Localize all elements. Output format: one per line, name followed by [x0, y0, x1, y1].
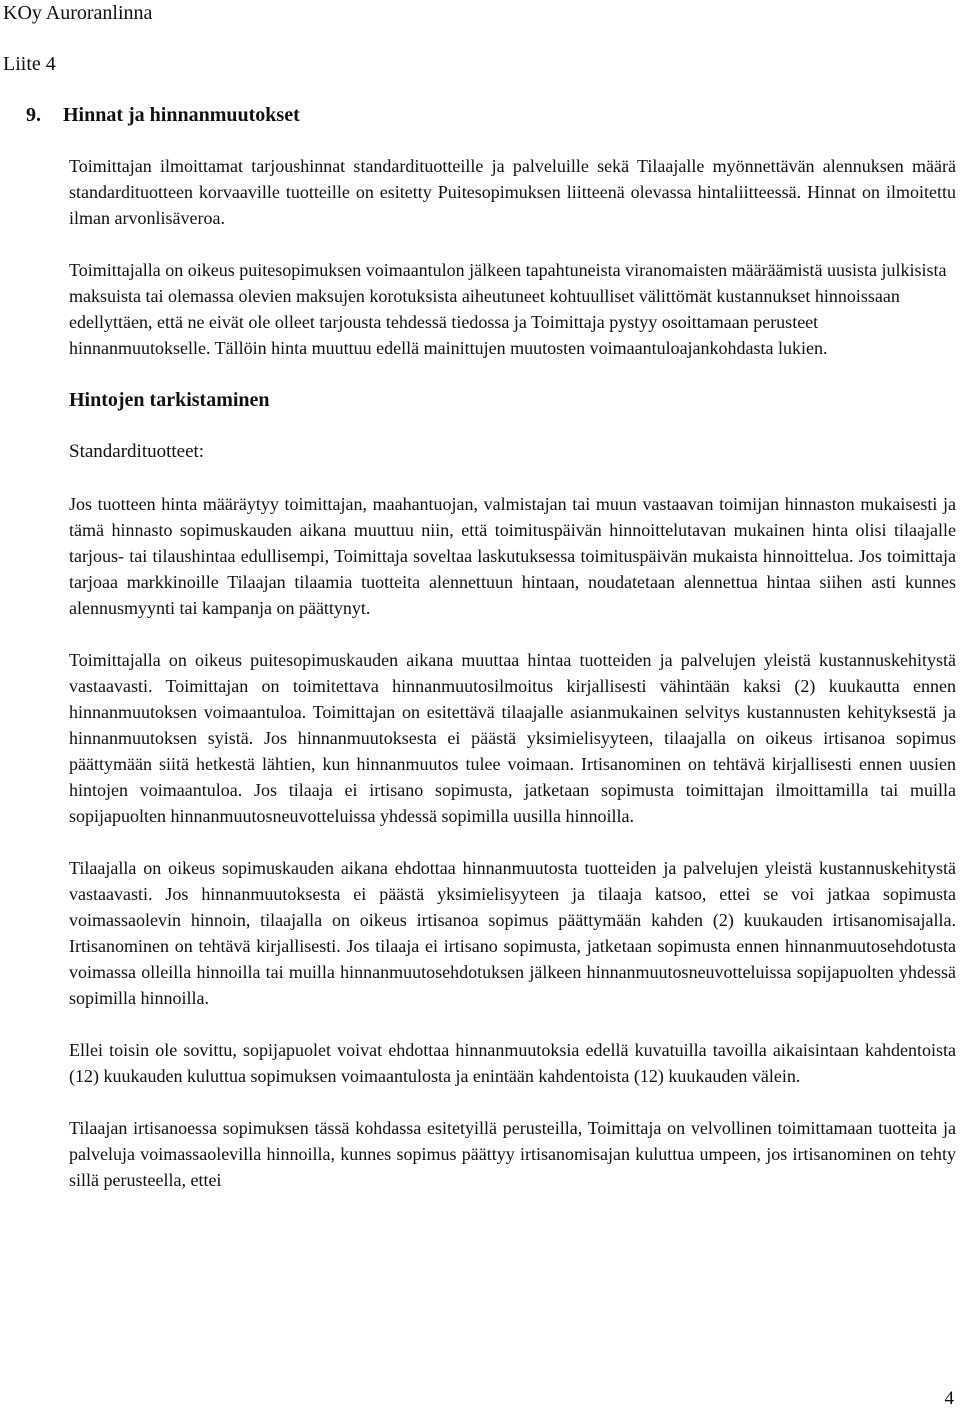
paragraph-prices: Toimittajan ilmoittamat tarjoushinnat standardituotteille ja palveluille sekä Tilaajalle myönnettävän alennuksen määrä standardituotteen korvaaville tuotteille on esitetty Puitesopimuksen liitteenä olevassa hintaliitteessä. Hinnat on ilmoitettu ilman arvonlisäveroa. [69, 156, 956, 228]
section-number: 9. [26, 104, 41, 126]
paragraph-authority-fees: Toimittajalla on oikeus puitesopimuksen voimaantulon jälkeen tapahtuneista viranomaisten määräämistä uusista julkisista maksuista tai olemassa olevien maksujen korotuksista aiheutuneet kohtuulliset välittömät kustannukset hinnoissaan edellyttäen, että ne eivät ole olleet tarjousta tehdessä tiedossa ja Toimittaja pystyy osoittamaan perusteet hinnanmuutokselle. Tällöin hinta muuttuu edellä mainittujen muutosten voimaantuloajankohdasta lukien. [69, 260, 947, 358]
paragraph-supplier-price-change: Toimittajalla on oikeus puitesopimuskauden aikana muuttaa hintaa tuotteiden ja palvelujen yleistä kustannuskehitystä vastaavasti. Toimittajan on toimitettava hinnanmuutosilmoitus kirjallisesti vähintään kaksi (2) kuukautta ennen hinnanmuutoksen voimaantuloa. Toimittajan on esitettävä tilaajalle asianmukainen selvitys kustannusten kehityksestä ja hinnanmuutoksen syistä. Jos hinnanmuutoksesta ei päästä yksimielisyyteen, tilaajalla on oikeus irtisanoa sopimus päättymään siitä hetkestä lähtien, kun hinnanmuutos tulee voimaan. Irtisanominen on tehtävä kirjallisesti ennen uusien hintojen voimaantuloa. Jos tilaaja ei irtisano sopimusta, jatketaan sopimusta toimittajan ilmoittamilla tai muilla sopijapuolten hinnanmuutosneuvotteluissa yhdessä sopimilla uusilla hinnoilla. [69, 650, 956, 826]
page-number: 4 [944, 1388, 954, 1409]
paragraph-termination: Tilaajan irtisanoessa sopimuksen tässä kohdassa esitetyillä perusteilla, Toimittaja on velvollinen toimittamaan tuotteita ja palveluja voimassaolevilla hinnoilla, kunnes sopimus päättyy irtisanomisajan kuluttua umpeen, jos irtisanominen on tehty sillä perusteella, ettei [69, 1118, 956, 1190]
appendix-label: Liite 4 [3, 53, 56, 75]
standard-products-label: Standardituotteet: [69, 441, 205, 462]
section-title: Hinnat ja hinnanmuutokset [63, 104, 300, 126]
paragraph-change-interval: Ellei toisin ole sovittu, sopijapuolet voivat ehdottaa hinnanmuutoksia edellä kuvatuilla tavoilla aikaisintaan kahdentoista (12) kuukauden kuluttua sopimuksen voimaantulosta ja enintään kahdentoista (12) kuukauden välein. [69, 1040, 956, 1086]
section-heading [26, 103, 300, 127]
document-body [69, 153, 956, 1193]
organization-name: KOy Auroranlinna [3, 2, 153, 24]
paragraph-price-list: Jos tuotteen hinta määräytyy toimittajan, maahantuojan, valmistajan tai muun vastaavan toimijan hinnaston mukaisesti ja tämä hinnasto sopimuskauden aikana muuttuu niin, että toimituspäivän hinnoittelutavan mukainen hinta olisi tilaajalle tarjous- tai tilaushintaa edullisempi, Toimittaja soveltaa laskutuksessa toimituspäivän mukaista hinnoittelua. Jos toimittaja tarjoaa markkinoille Tilaajan tilaamia tuotteita alennettuun hintaan, noudatetaan alennettua hintaa siihen asti kunnes alennusmyynti tai kampanja on päättynyt. [69, 494, 956, 618]
subsection-heading: Hintojen tarkistaminen [69, 389, 270, 411]
paragraph-customer-price-change: Tilaajalla on oikeus sopimuskauden aikana ehdottaa hinnanmuutosta tuotteiden ja palvelujen yleistä kustannuskehitystä vastaavasti. Jos hinnanmuutoksesta ei päästä yksimielisyyteen ja tilaaja katsoo, ettei se voi jatkaa sopimusta voimassaolevin hinnoin, tilaajalla on oikeus irtisanoa sopimus päättymään kahden (2) kuukauden irtisanomisajalla. Irtisanominen on tehtävä kirjallisesti. Jos tilaaja ei irtisano sopimusta, jatketaan sopimusta ennen hinnanmuutosehdotusta voimassa olleilla hinnoilla tai muilla hinnanmuutosehdotuksen jälkeen hinnanmuutosneuvotteluissa sopijapuolten yhdessä sopimilla hinnoilla. [69, 858, 956, 1008]
